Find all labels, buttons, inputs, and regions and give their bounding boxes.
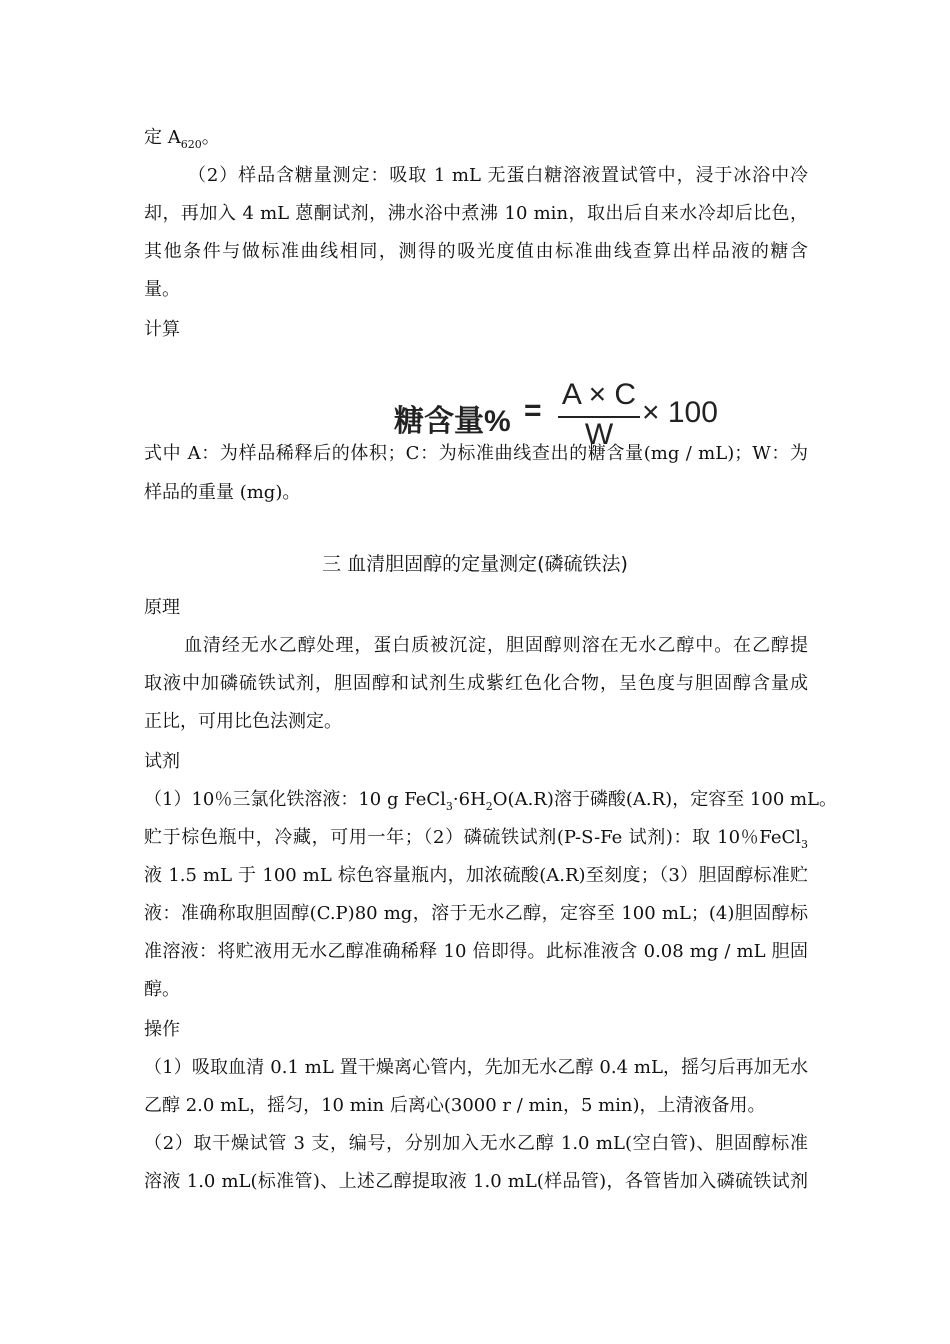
- formula-numerator: A × C: [561, 378, 637, 411]
- subscript: 3: [801, 838, 808, 851]
- paragraph-line: 溶液 1.0 mL(标准管)、上述乙醇提取液 1.0 mL(样品管)，各管皆加入磷硫铁试剂: [144, 1171, 808, 1192]
- paragraph-line: 液：准确称取胆固醇(C.P)80 mg，溶于无水乙醇，定容至 100 mL；(4)胆固醇标: [144, 903, 808, 924]
- reagents-heading: 试剂: [144, 751, 180, 772]
- paragraph-line: 其他条件与做标准曲线相同，测得的吸光度值由标准曲线查算出样品液的糖含: [144, 241, 808, 262]
- text-fragment: ·6H: [452, 789, 486, 810]
- paragraph-line: 醇。: [144, 979, 180, 1000]
- text-fragment: O(A.R)溶于磷酸(A.R)，定容至 100 mL。: [492, 789, 838, 810]
- paragraph-line: 血清经无水乙醇处理，蛋白质被沉淀，胆固醇则溶在无水乙醇中。在乙醇提: [184, 635, 808, 656]
- subscript: 3: [445, 800, 453, 813]
- principle-heading: 原理: [144, 597, 180, 618]
- paragraph-line: 液 1.5 mL 于 100 mL 棕色容量瓶内，加浓硫酸(A.R)至刻度；（3）胆固醇标准贮: [144, 865, 808, 886]
- subscript: 620: [180, 138, 202, 151]
- paragraph-line: 取液中加磷硫铁试剂，胆固醇和试剂生成紫红色化合物，呈色度与胆固醇含量成: [144, 673, 808, 694]
- formula-lhs: 糖含量%: [394, 405, 511, 438]
- text-fragment: 。: [201, 127, 220, 148]
- text-fragment: 定 A: [144, 127, 181, 148]
- paragraph-line: [144, 826, 808, 850]
- text-fragment: （1）10％三氯化铁溶液：10 g FeCl: [144, 789, 446, 810]
- paragraph-line: [144, 788, 838, 813]
- formula-factor: × 100: [642, 396, 718, 429]
- calc-heading: 计算: [144, 319, 180, 340]
- paragraph-line: 准溶液：将贮液用无水乙醇准确稀释 10 倍即得。此标准液含 0.08 mg / mL 胆固: [144, 941, 808, 962]
- paragraph-line: 量。: [144, 279, 180, 300]
- formula-denominator: W: [584, 418, 614, 451]
- paragraph-line: 式中 A：为样品稀释后的体积；C：为标准曲线查出的糖含量(mg / mL)；W：为: [144, 443, 808, 464]
- paragraph-line: （2）取干燥试管 3 支，编号，分别加入无水乙醇 1.0 mL(空白管)、胆固醇标准: [144, 1133, 808, 1154]
- paragraph-line: 却，再加入 4 mL 蒽酮试剂，沸水浴中煮沸 10 min，取出后自来水冷却后比色，: [144, 203, 808, 224]
- operation-heading: 操作: [144, 1019, 180, 1040]
- formula-equals: =: [524, 394, 542, 427]
- sugar-content-formula: [394, 380, 734, 450]
- paragraph-line: （2）样品含糖量测定：吸取 1 mL 无蛋白糖溶液置试管中，浸于冰浴中冷: [188, 165, 808, 186]
- section-title: 三 血清胆固醇的定量测定(磷硫铁法): [322, 553, 628, 575]
- paragraph-line: 乙醇 2.0 mL，摇匀，10 min 后离心(3000 r / min，5 min)，上清液备用。: [144, 1095, 766, 1116]
- paragraph-line: [144, 126, 808, 150]
- subscript: 2: [485, 800, 493, 813]
- paragraph-line: （1）吸取血清 0.1 mL 置干燥离心管内，先加无水乙醇 0.4 mL，摇匀后再加无水: [144, 1057, 808, 1078]
- paragraph-line: 样品的重量 (mg)。: [144, 482, 301, 503]
- paragraph-line: 正比，可用比色法测定。: [144, 711, 342, 732]
- text-fragment: 贮于棕色瓶中，冷藏，可用一年；（2）磷硫铁试剂(P-S-Fe 试剂)：取 10％FeCl: [144, 827, 801, 848]
